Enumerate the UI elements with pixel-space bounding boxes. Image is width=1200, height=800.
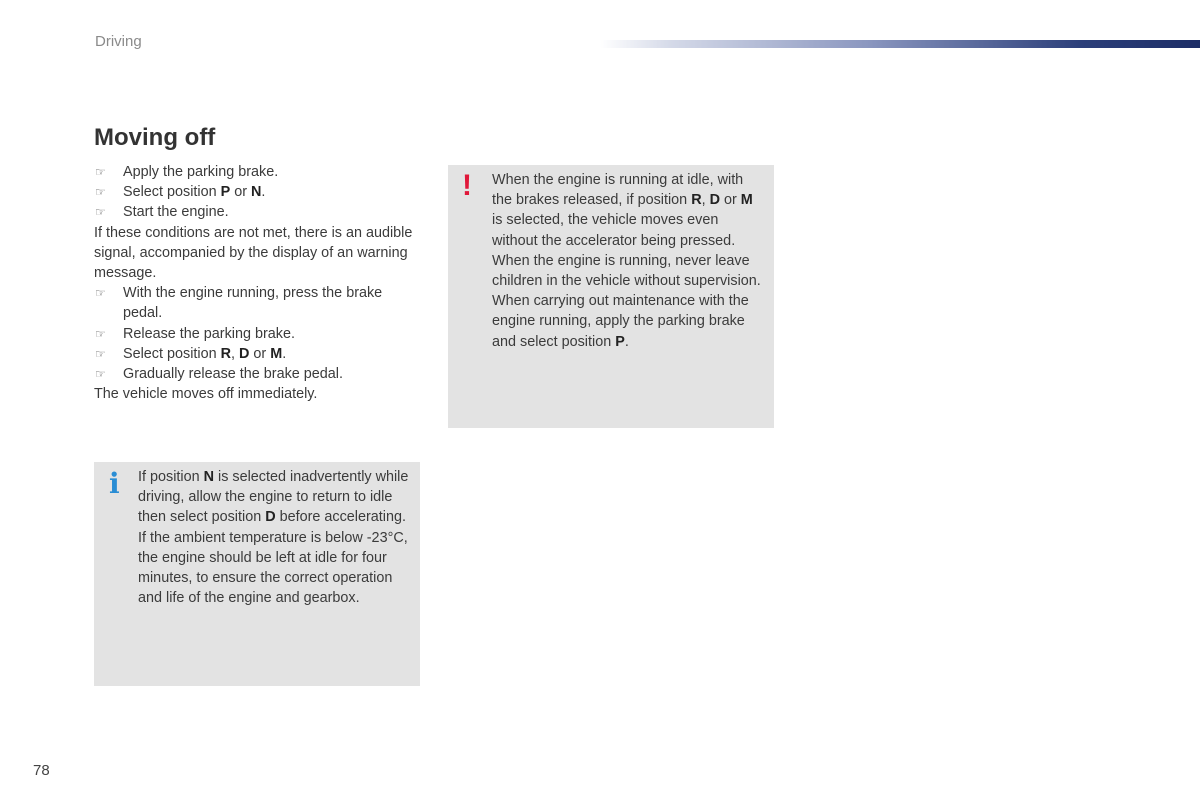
exclamation-icon: ! bbox=[462, 169, 472, 202]
list-item-text: Start the engine. bbox=[123, 204, 229, 221]
info-paragraph: If the ambient temperature is below -23°C, the engine should be left at idle for four minutes, to ensure the correct operation and life of the engine and gearbox. bbox=[138, 529, 408, 607]
hand-pointer-icon: ☞ bbox=[95, 165, 106, 179]
list-item bbox=[94, 344, 414, 364]
hand-pointer-icon: ☞ bbox=[95, 205, 106, 220]
hand-pointer-icon: ☞ bbox=[95, 185, 106, 200]
warning-paragraph: When the engine is running, never leave children in the vehicle without supervision. bbox=[492, 252, 761, 290]
hand-pointer-icon: ☞ bbox=[95, 286, 106, 301]
section-label: Driving bbox=[95, 33, 142, 50]
instructions-column bbox=[94, 162, 414, 404]
warning-text bbox=[492, 170, 762, 352]
list-item-text: Select position P or N. bbox=[123, 184, 266, 201]
list-item-text: Release the parking brake. bbox=[123, 325, 295, 342]
page-number: 78 bbox=[33, 762, 50, 779]
list-item bbox=[94, 162, 414, 182]
warning-box bbox=[448, 165, 774, 428]
list-item-text: With the engine running, press the brake pedal. bbox=[123, 285, 383, 322]
header-gradient-bar bbox=[600, 40, 1200, 48]
list-item bbox=[94, 202, 414, 222]
page-title: Moving off bbox=[94, 124, 216, 151]
hand-pointer-icon: ☞ bbox=[95, 367, 106, 382]
info-box bbox=[94, 462, 420, 686]
list-item-text: Select position R, D or M. bbox=[123, 345, 287, 362]
result-paragraph: The vehicle moves off immediately. bbox=[94, 386, 318, 403]
list-item bbox=[94, 364, 414, 384]
list-item-text: Gradually release the brake pedal. bbox=[123, 366, 343, 383]
info-icon: i bbox=[109, 467, 120, 500]
list-item-text: Apply the parking brake. bbox=[123, 164, 279, 180]
info-paragraph: If position N is selected inadvertently while driving, allow the engine to return to idle then select position D before accelerating. bbox=[138, 469, 409, 526]
hand-pointer-icon: ☞ bbox=[95, 326, 106, 341]
warning-paragraph: When carrying out maintenance with the engine running, apply the parking brake and select position P. bbox=[492, 293, 749, 350]
info-text bbox=[138, 467, 414, 608]
conditions-paragraph: If these conditions are not met, there is an audible signal, accompanied by the display of an warning message. bbox=[94, 224, 413, 282]
hand-pointer-icon: ☞ bbox=[95, 346, 106, 361]
warning-paragraph: When the engine is running at idle, with the brakes released, if position R, D or M is selected, the vehicle moves even without the accelerator being pressed. bbox=[492, 172, 753, 249]
list-item bbox=[94, 324, 414, 344]
list-item bbox=[94, 283, 414, 323]
list-item bbox=[94, 182, 414, 202]
